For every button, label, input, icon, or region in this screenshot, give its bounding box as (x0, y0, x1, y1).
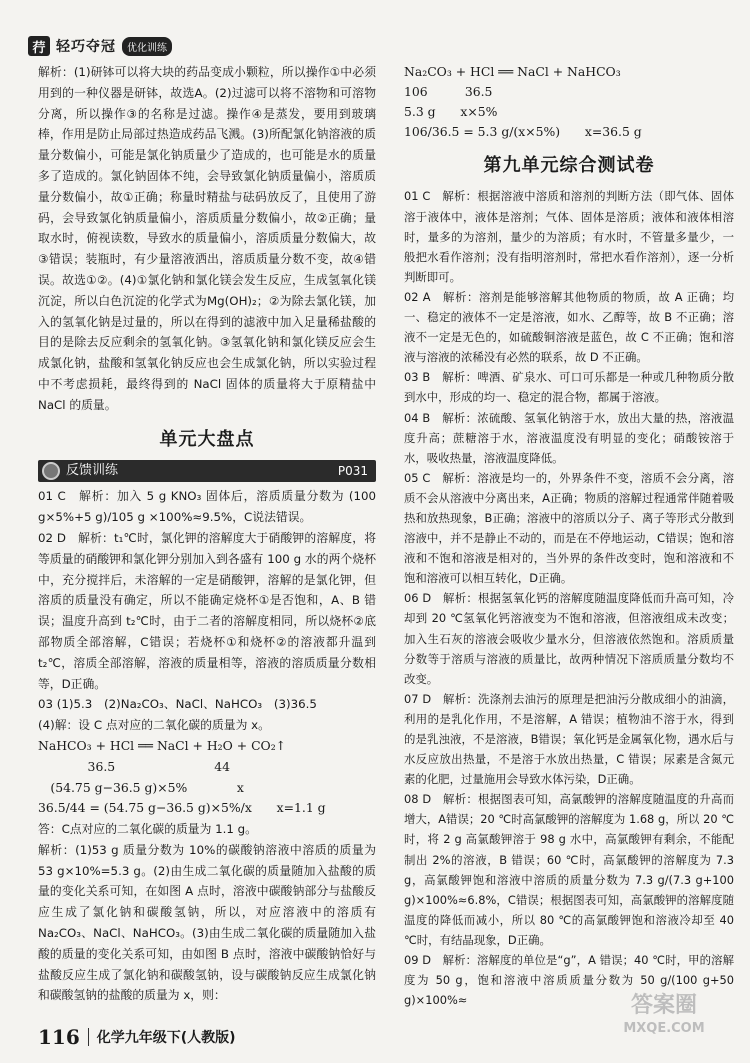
circle-icon (42, 462, 60, 480)
answer-item: 解析：(1)53 g 质量分数为 10%的碳酸钠溶液中溶质的质量为 53 g×10%=5.3 g。(2)由生成二氧化碳的质量随加入盐酸的质量的变化关系可知，在如图 A 点时，溶液中碳酸钠部分与盐酸反应生成了氯化钠和碳酸氢钠，所以，对应溶液中的溶质有 Na₂CO₃、NaCl、NaHCO₃。(3)由生成二氧化碳的质量随加入盐酸的质量的变化关系可知，由如图 B 点时，溶液中碳酸钠恰好与盐酸反应生成了氯化钠和碳酸氢钠，设与碳酸钠反应生成氯化钠和碳酸氢钠的盐酸的质量为 x，则： (38, 842, 376, 1003)
answer-item: 09 D 解析：溶解度的单位是“g”，A 错误；40 ℃时，甲的溶解度为 50 g，饱和溶液中溶质质量分数为 50 g/(100 g+50 g)×100%≈ (404, 953, 734, 1008)
answer-item: 02 A 解析：溶剂是能够溶解其他物质的物质，故 A 正确；均一、稳定的液体不一定是溶液，如水、乙醇等，故 B 不正确；溶液不一定是无色的，如硫酸铜溶液是蓝色，故 C 不正确；饱和溶液与溶液的浓稀没有必然的联系，故 D 不正确。 (404, 289, 734, 365)
answer-item: 07 D 解析：洗涤剂去油污的原理是把油污分散成细小的油滴，利用的是乳化作用，不是溶解，A 错误；植物油不溶于水，得到的是乳浊液，不是溶液，B错误；氧化钙是金属氧化物，遇水后与水反应放出热量，不是溶于水放出热量，C 错误；尿素是含氮元素的化肥，过量施用会导致水体污染，D正确。 (404, 691, 734, 787)
equation-line: (54.75 g−36.5 g)×5% x (38, 779, 244, 795)
right-column (404, 62, 734, 1010)
equation-line: Na₂CO₃ + HCl ══ NaCl + NaHCO₃ (404, 64, 621, 79)
feedback-bar-label: 反馈训练 (66, 462, 119, 478)
page-header (28, 34, 172, 58)
section-title: 第九单元综合测试卷 (483, 155, 655, 177)
watermark-line: MXQE.COM (623, 1021, 705, 1036)
answer-item: (4)解：设 C 点对应的二氧化碳的质量为 x。 (38, 718, 270, 733)
answer-item: 08 D 解析：根据图表可知，高氯酸钾的溶解度随温度的升高而增大，A错误；20 ℃时高氯酸钾的溶解度为 1.68 g，所以 20 ℃时，将 2 g 高氯酸钾溶于 98 g 水中，高氯酸钾有剩余，不能配制出 2%的溶液，B 错误；60 ℃时，高氯酸钾的溶解度为 7.3 g，高氯酸钾饱和溶液中溶质的质量分数为 7.3 g/(7.3 g+100 g)×100%≈6.8%，C错误；根据图表可知，高氯酸钾的溶解度随温度的降低而减小，所以 80 ℃的高氯酸钾饱和溶液冷却至 40 ℃时，有结晶现象，D正确。 (404, 792, 734, 947)
left-column (38, 62, 376, 1006)
equation-line: 5.3 g x×5% (404, 104, 498, 120)
answer-paragraph: 解析：(1)研钵可以将大块的药品变成小颗粒，所以操作①中必须用到的一种仪器是研钵，故选A。(2)过滤可以将不溶物和可溶物分离，所以操作③的名称是过滤。操作④是蒸发，要用到玻璃棒，作用是防止局部过热造成药品飞溅。(3)所配氯化钠溶液的质量分数偏小，可能是氯化钠质量少了造成的，也可能是水的质量多了造成的。氯化钠固体不纯，会导致氯化钠质量偏小，溶质质量分数偏小，故①正确；称量时精盐与砝码放反了，且使用了游码，会导致氯化钠质量偏小，溶质质量分数偏小，故②正确；量取水时，俯视读数，导致水的质量偏小，溶质质量分数偏大，故③错误；装瓶时，有少量溶液洒出，溶质质量分数不变，故④错误。故选①②。(4)①氯化钠和氯化镁会发生反应，生成氢氧化镁沉淀，所以白色沉淀的化学式为Mg(OH)₂；②为除去氯化镁，加入的氢氧化钠是过量的，所以在得到的滤液中加入足量稀盐酸的目的是除去反应剩余的氢氧化钠。③氢氧化钠和氯化镁反应会生成氯化钠，盐酸和氢氧化钠反应也会生成氯化钠，所以实验过程中不考虑损耗，最终得到的 NaCl 固体的质量将大于原精盐中 NaCl 的质量。 (38, 65, 376, 412)
answer-item: 04 B 解析：浓硫酸、氢氧化钠溶于水，放出大量的热，溶液温度升高；蔗糖溶于水，溶液温度没有明显的变化；硝酸铵溶于水，吸收热量，溶液温度降低。 (404, 410, 734, 465)
series-logo: 荇 (28, 36, 50, 56)
answer-item: 05 C 解析：溶液是均一的，外界条件不变，溶质不会分离，溶质不会从溶液中分离出来，A正确；物质的溶解过程通常伴随着吸热和放热现象，B正确；溶液中的溶质以分子、离子等形式分散到溶液中，并不是静止不动的，而是在不停地运动，C错误；饱和溶液和不饱和溶液是相对的，当外界的条件改变时，饱和溶液和不饱和溶液可以相互转化，D正确。 (404, 470, 734, 586)
footer-divider (88, 1028, 89, 1046)
watermark (604, 992, 724, 1052)
page-footer (38, 1025, 236, 1049)
equation-line: 36.5 44 (38, 758, 231, 774)
equation-line: NaHCO₃ + HCl ══ NaCl + H₂O + CO₂↑ (38, 737, 287, 753)
series-sub-badge: 优化训练 (122, 37, 172, 56)
answer-item: 06 D 解析：根据氢氧化钙的溶解度随温度降低而升高可知，冷却到 20 ℃氢氧化钙溶液变为不饱和溶液，但溶液组成未改变；加入生石灰的溶液会吸收少量水分，但溶液依然饱和。溶质质量分数等于溶质与溶液的质量比，故两种情况下溶质质量分数均不改变。 (404, 591, 734, 686)
page-number: 116 (38, 1025, 80, 1049)
book-title: 化学九年级下(人教版) (96, 1030, 236, 1046)
answer-item: 01 C 解析：加入 5 g KNO₃ 固体后，溶质质量分数为 (100 g×5%+5 g)/105 g ×100%≈9.5%，C说法错误。 (38, 489, 376, 525)
answer-item: 02 D 解析：t₁℃时，氯化钾的溶解度大于硝酸钾的溶解度，将等质量的硝酸钾和氯化钾分别加入到各盛有 100 g 水的两个烧杯中，充分搅拌后，未溶解的一定是硝酸钾，溶解的是氯化钾，但溶质的质量没有确定，所以不能确定烧杯①是否饱和，A、B 错误；温度升高到 t₂℃时，由于二者的溶解度相同，所以烧杯②底部物质全部溶解，C错误；若烧杯①和烧杯②的溶液都升温到 t₂℃，溶质全部溶解，溶液的质量相等，溶液的溶质质量分数相等，D正确。 (38, 530, 376, 691)
watermark-line: 答案圈 (630, 993, 697, 1018)
feedback-bar (38, 460, 376, 482)
answer-item: 答：C点对应的二氧化碳的质量为 1.1 g。 (38, 822, 257, 837)
answer-item: 01 C 解析：根据溶液中溶质和溶剂的判断方法（即气体、固体溶于液体中，液体是溶剂；气体、固体是溶质；液体和液体相溶时，量多的为溶剂，量少的为溶质；有水时，不管量多量少，一般把水看作溶剂；没有指明溶剂时，常把水看作溶剂），逐一分析判断即可。 (404, 189, 734, 284)
section-title: 单元大盘点 (159, 428, 255, 450)
equation-line: 106/36.5 = 5.3 g/(x×5%) x=36.5 g (404, 124, 642, 140)
series-name: 轻巧夺冠 (56, 39, 116, 55)
equation-line: 106 36.5 (404, 84, 493, 100)
answer-item: 03 B 解析：啤酒、矿泉水、可口可乐都是一种或几种物质分散到水中，形成的均一、稳定的混合物，都属于溶液。 (404, 370, 734, 405)
answer-item: 03 (1)5.3 (2)Na₂CO₃、NaCl、NaHCO₃ (3)36.5 (38, 697, 317, 712)
equation-line: 36.5/44 = (54.75 g−36.5 g)×5%/x x=1.1 g (38, 800, 326, 816)
feedback-bar-page: P031 (337, 463, 368, 478)
